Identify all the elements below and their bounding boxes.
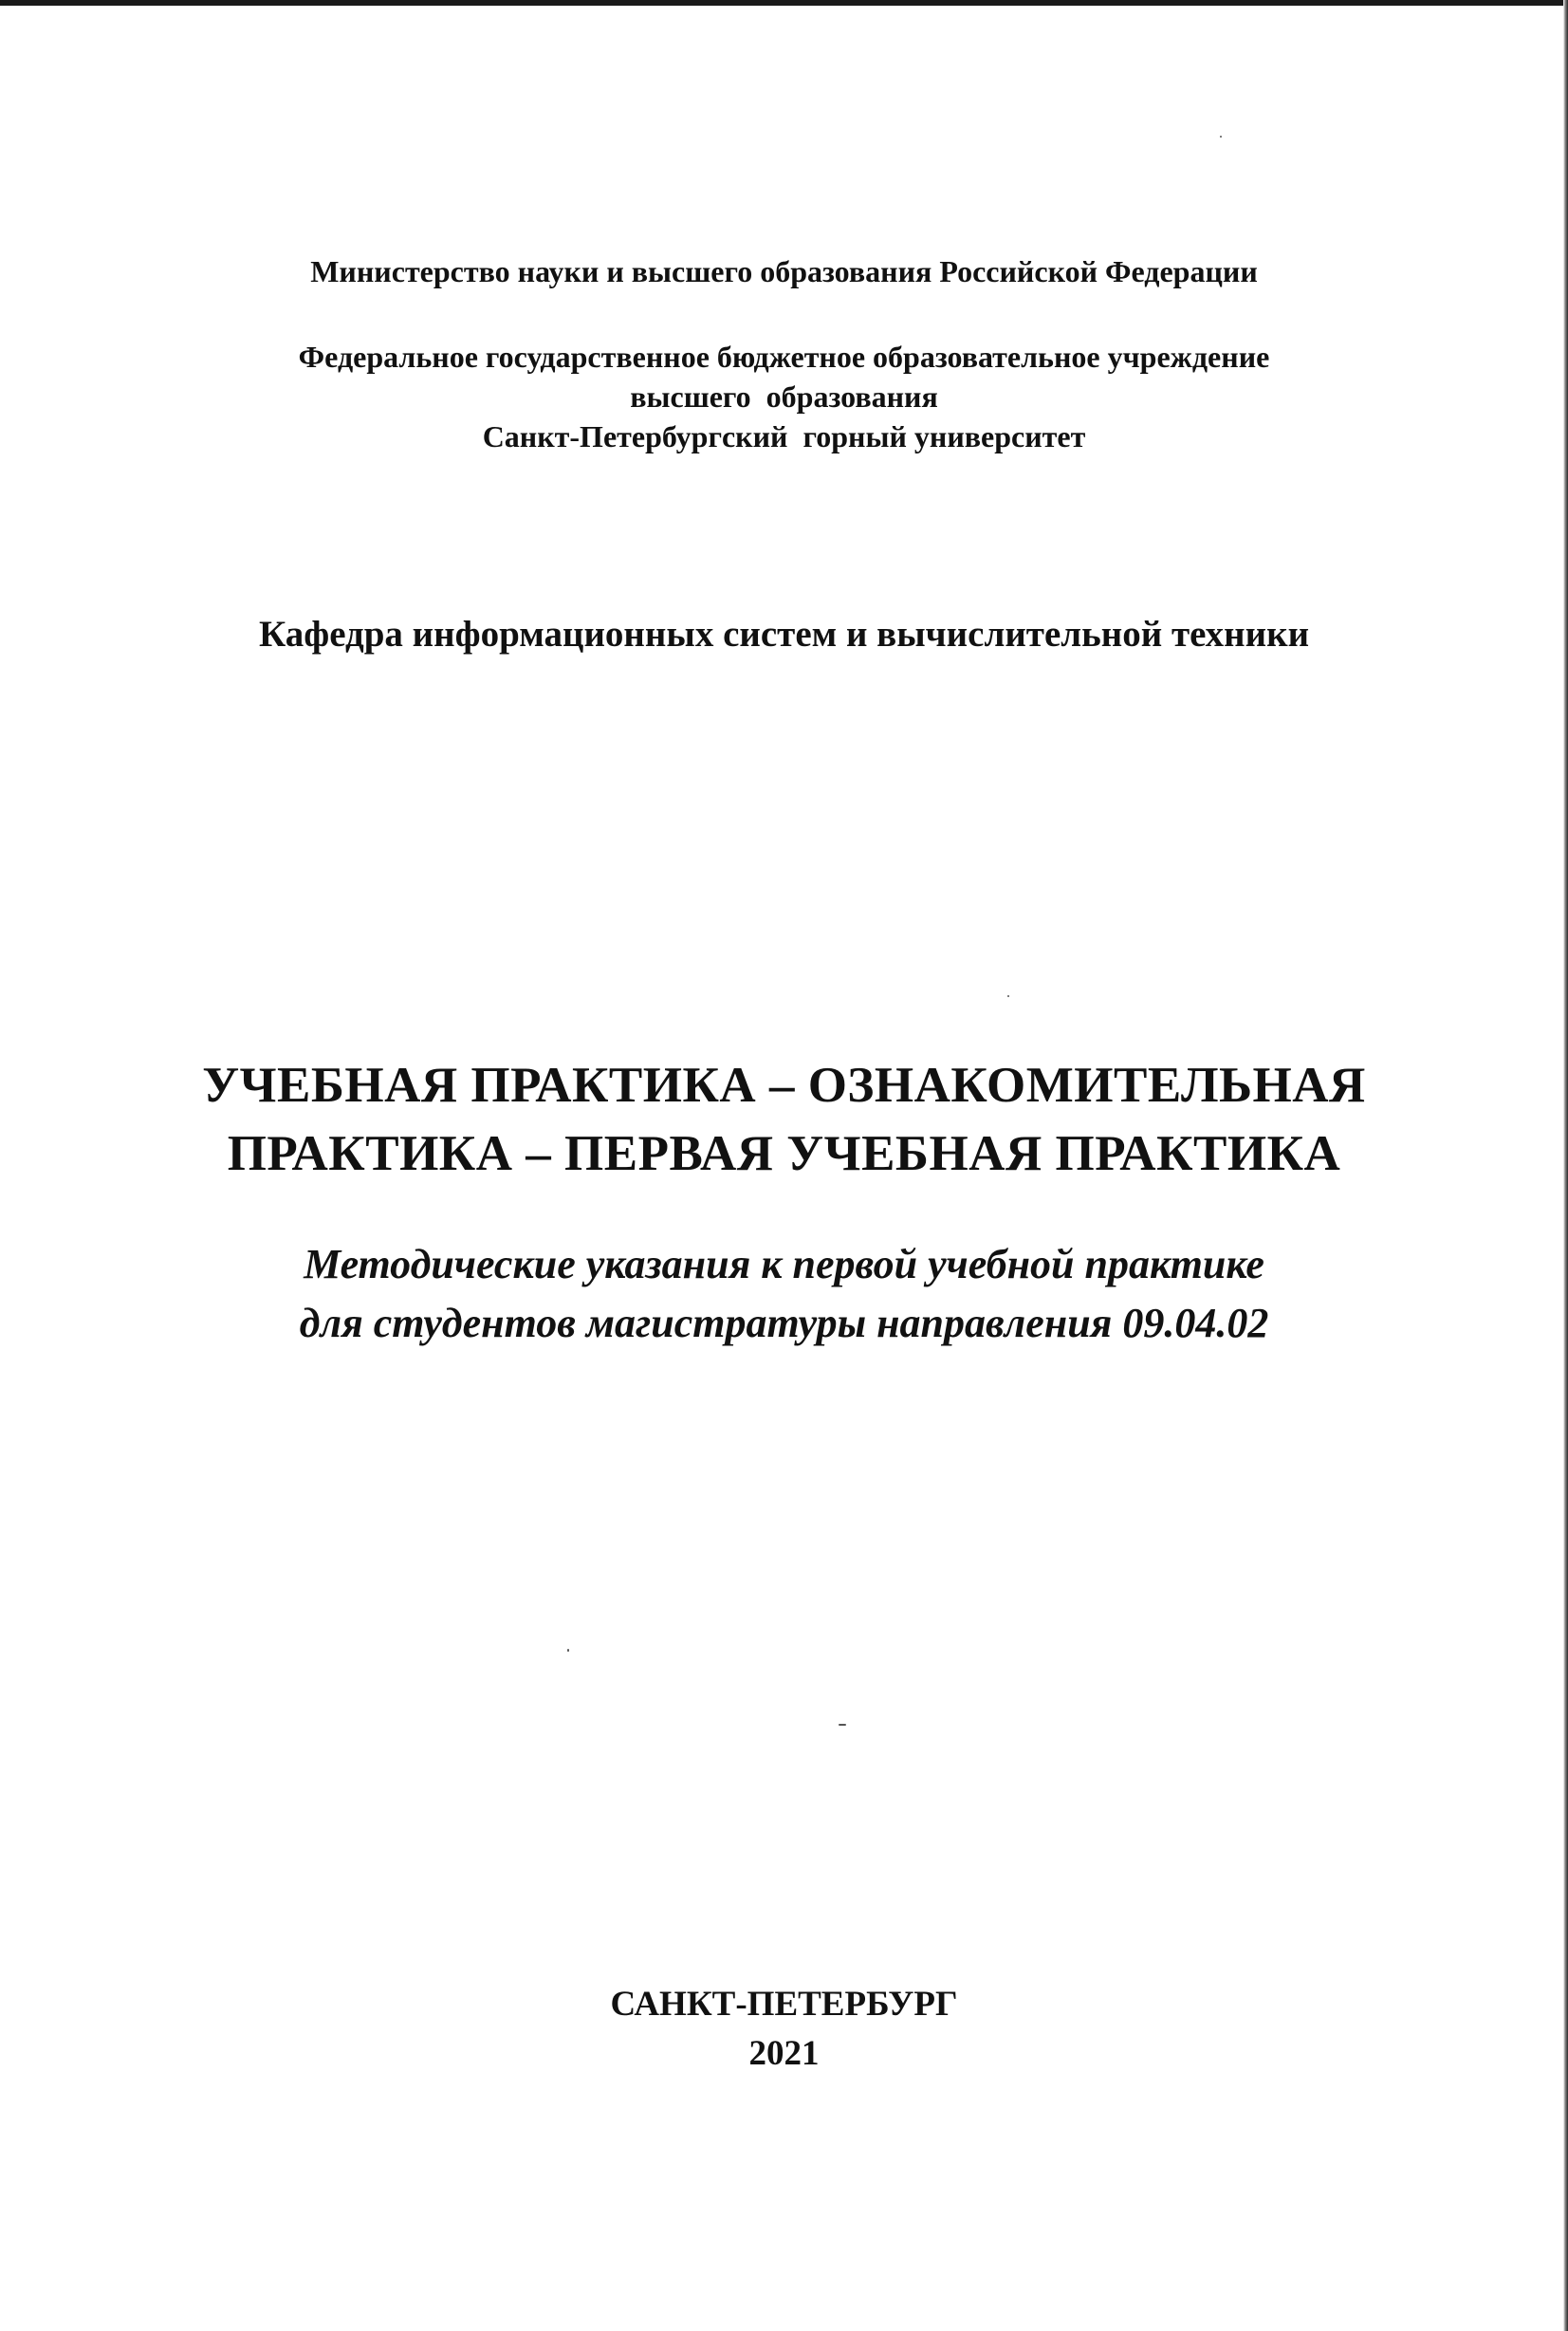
publication-city: САНКТ-ПЕТЕРБУРГ	[610, 1985, 958, 2024]
scan-speck	[839, 1724, 846, 1726]
scan-speck	[1220, 136, 1222, 138]
document-subtitle-line: для студентов магистратуры направления 09.04.02	[299, 1300, 1269, 1346]
ministry-name: Министерство науки и высшего образования Российской Федерации	[310, 254, 1258, 288]
publication-year: 2021	[748, 2034, 820, 2073]
department-name: Кафедра информационных систем и вычислительной техники	[258, 614, 1310, 655]
institution-line: высшего образования	[630, 379, 938, 414]
document-subtitle-line: Методические указания к первой учебной практике	[304, 1241, 1264, 1287]
scan-top-edge	[0, 0, 1568, 6]
scan-speck	[567, 1649, 569, 1652]
document-title-line: ПРАКТИКА – ПЕРВАЯ УЧЕБНАЯ ПРАКТИКА	[227, 1126, 1341, 1181]
scan-speck	[1007, 995, 1009, 997]
institution-line: Санкт-Петербургский горный университет	[482, 419, 1086, 453]
institution-line: Федеральное государственное бюджетное образовательное учреждение	[298, 340, 1270, 374]
document-title-line: УЧЕБНАЯ ПРАКТИКА – ОЗНАКОМИТЕЛЬНАЯ	[202, 1058, 1366, 1113]
